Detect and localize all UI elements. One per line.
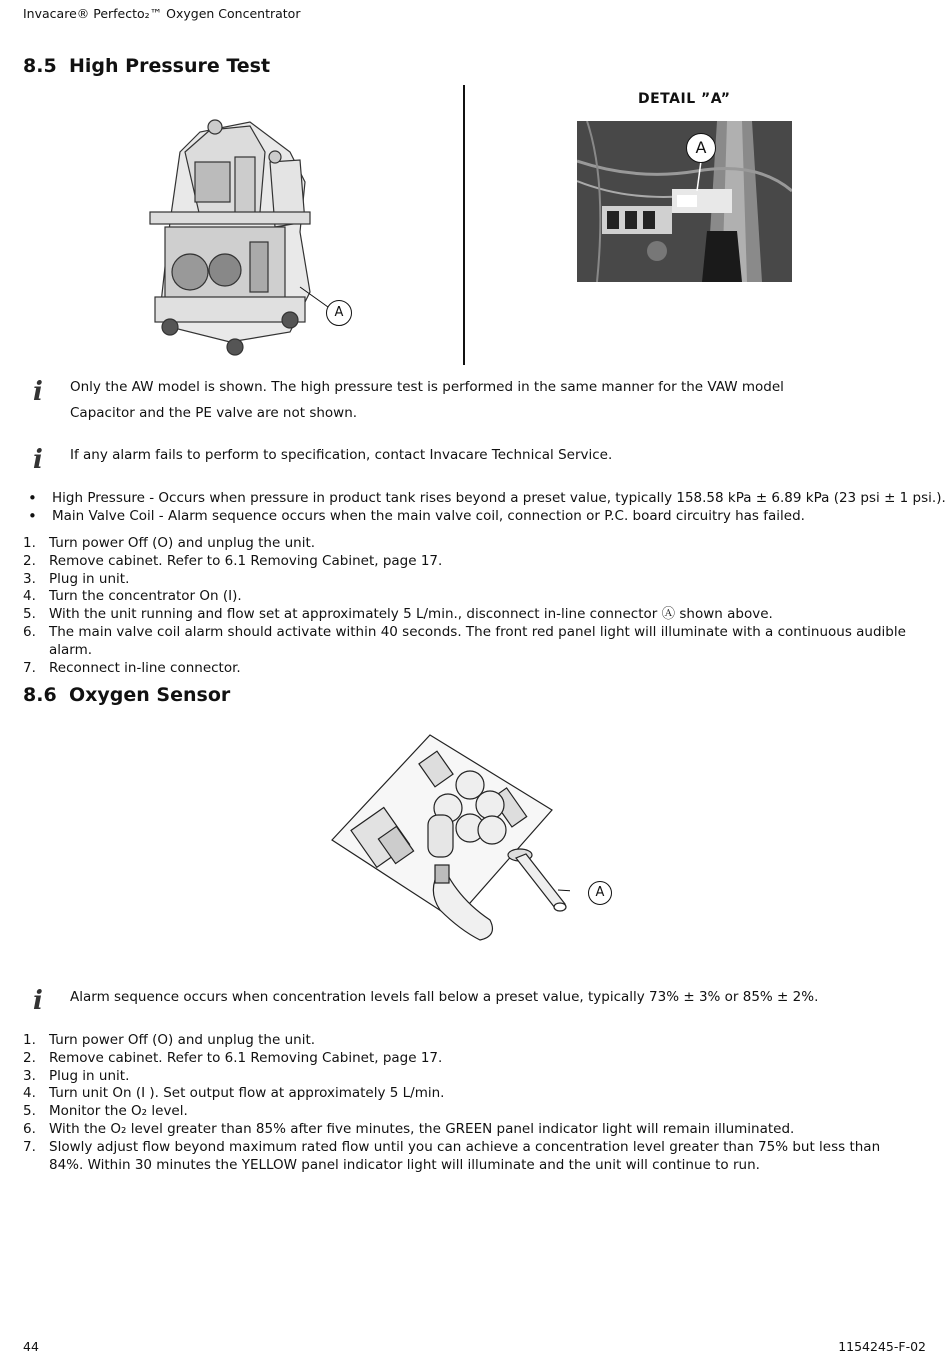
detail-a-label: DETAIL ”A” bbox=[638, 91, 731, 107]
step-text: Slowly adjust flow beyond maximum rated flow until you can achieve a concentration level greater than 75% but less than 84%. Within 30 minutes the YELLOW panel indicator light will illuminate and the unit will continue to run. bbox=[49, 1138, 881, 1173]
callout-a-badge: A bbox=[326, 300, 352, 326]
step-number: 6. bbox=[23, 623, 36, 640]
list-item bbox=[23, 1050, 909, 1068]
steps-8-6 bbox=[23, 1032, 909, 1174]
note-alarm-fails: If any alarm fails to perform to specification, contact Invacare Technical Service. bbox=[70, 447, 613, 463]
section-title: High Pressure Test bbox=[69, 55, 271, 77]
note-capacitor: Capacitor and the PE valve are not shown. bbox=[70, 405, 358, 421]
section-8-6-heading bbox=[23, 684, 230, 706]
section-title: Oxygen Sensor bbox=[69, 684, 231, 706]
section-number: 8.5 bbox=[23, 55, 57, 77]
alarm-bullet-list bbox=[28, 490, 946, 526]
note-aw-model: Only the AW model is shown. The high pressure test is performed in the same manner for the VAW model bbox=[70, 379, 784, 395]
list-item: • Main Valve Coil - Alarm sequence occurs when the main valve coil, connection or P.C. board circuitry has failed. bbox=[28, 506, 805, 525]
document-id: 1154245-F-02 bbox=[838, 1339, 926, 1354]
step-text: Remove cabinet. Refer to 6.1 Removing Cabinet, page 17. bbox=[49, 552, 443, 569]
step-number: 5. bbox=[23, 606, 36, 623]
list-item: • High Pressure - Occurs when pressure in product tank rises beyond a preset value, typically 158.58 kPa ± 6.89 kPa (23 psi ± 1 psi.). bbox=[28, 489, 946, 507]
bullet-text: Main Valve Coil - Alarm sequence occurs when the main valve coil, connection or P.C. board circuitry has failed. bbox=[52, 507, 805, 524]
info-icon: i bbox=[33, 445, 43, 475]
note-alarm-sequence: Alarm sequence occurs when concentration levels fall below a preset value, typically 73% ± 3% or 85% ± 2%. bbox=[70, 989, 819, 1005]
step-number: 7. bbox=[23, 1138, 36, 1155]
detail-callout-a-badge: A bbox=[686, 133, 716, 163]
list-item bbox=[23, 553, 909, 571]
step-text: With the O₂ level greater than 85% after five minutes, the GREEN panel indicator light will remain illuminated. bbox=[49, 1120, 795, 1137]
info-icon: i bbox=[33, 986, 43, 1016]
callout-a-badge: A bbox=[588, 881, 612, 905]
detail-a-photo bbox=[577, 121, 792, 282]
list-item bbox=[23, 606, 909, 624]
steps-8-5 bbox=[23, 535, 909, 677]
step-text: The main valve coil alarm should activate within 40 seconds. The front red panel light will illuminate with a continuous audible alarm. bbox=[49, 623, 906, 658]
step-number: 4. bbox=[23, 1085, 36, 1102]
step-number: 3. bbox=[23, 570, 36, 587]
step-text: Turn power Off (O) and unplug the unit. bbox=[49, 1032, 316, 1048]
list-item bbox=[23, 1139, 909, 1175]
list-item bbox=[23, 588, 909, 606]
info-icon: i bbox=[33, 377, 43, 407]
figure-divider bbox=[463, 85, 465, 365]
step-number: 6. bbox=[23, 1120, 36, 1137]
list-item bbox=[23, 660, 909, 678]
step-number: 7. bbox=[23, 659, 36, 676]
step-number: 3. bbox=[23, 1067, 36, 1084]
section-8-5-heading bbox=[23, 55, 270, 77]
list-item bbox=[23, 624, 909, 660]
step-number: 4. bbox=[23, 588, 36, 605]
step-text: Plug in unit. bbox=[49, 1067, 130, 1084]
list-item bbox=[23, 1103, 909, 1121]
section-number: 8.6 bbox=[23, 684, 57, 706]
step-number: 1. bbox=[23, 1032, 36, 1048]
step-text: Plug in unit. bbox=[49, 570, 130, 587]
step-text: Turn the concentrator On (I). bbox=[49, 588, 242, 605]
list-item bbox=[23, 1068, 909, 1086]
page-number: 44 bbox=[23, 1339, 39, 1354]
list-item bbox=[23, 1085, 909, 1103]
step-text: Turn unit On (I ). Set output flow at approximately 5 L/min. bbox=[49, 1085, 445, 1102]
bullet-text: High Pressure - Occurs when pressure in product tank rises beyond a preset value, typically 158.58 kPa ± 6.89 kPa (23 psi ± 1 psi.). bbox=[52, 490, 946, 506]
step-text: Monitor the O₂ level. bbox=[49, 1103, 188, 1120]
step-number: 2. bbox=[23, 1049, 36, 1066]
list-item bbox=[23, 571, 909, 589]
running-header: Invacare® Perfecto₂™ Oxygen Concentrator bbox=[23, 6, 301, 21]
step-number: 5. bbox=[23, 1103, 36, 1120]
list-item bbox=[23, 535, 909, 553]
list-item bbox=[23, 1032, 909, 1050]
step-number: 2. bbox=[23, 552, 36, 569]
step-text: Turn power Off (O) and unplug the unit. bbox=[49, 535, 316, 551]
oxygen-sensor-illustration bbox=[330, 730, 570, 950]
step-text: With the unit running and flow set at approximately 5 L/min., disconnect in-line connector Ⓐ shown above. bbox=[49, 606, 773, 623]
concentrator-illustration bbox=[140, 112, 365, 362]
step-text: Reconnect in-line connector. bbox=[49, 659, 241, 676]
step-text: Remove cabinet. Refer to 6.1 Removing Cabinet, page 17. bbox=[49, 1049, 443, 1066]
list-item bbox=[23, 1121, 909, 1139]
step-number: 1. bbox=[23, 535, 36, 551]
